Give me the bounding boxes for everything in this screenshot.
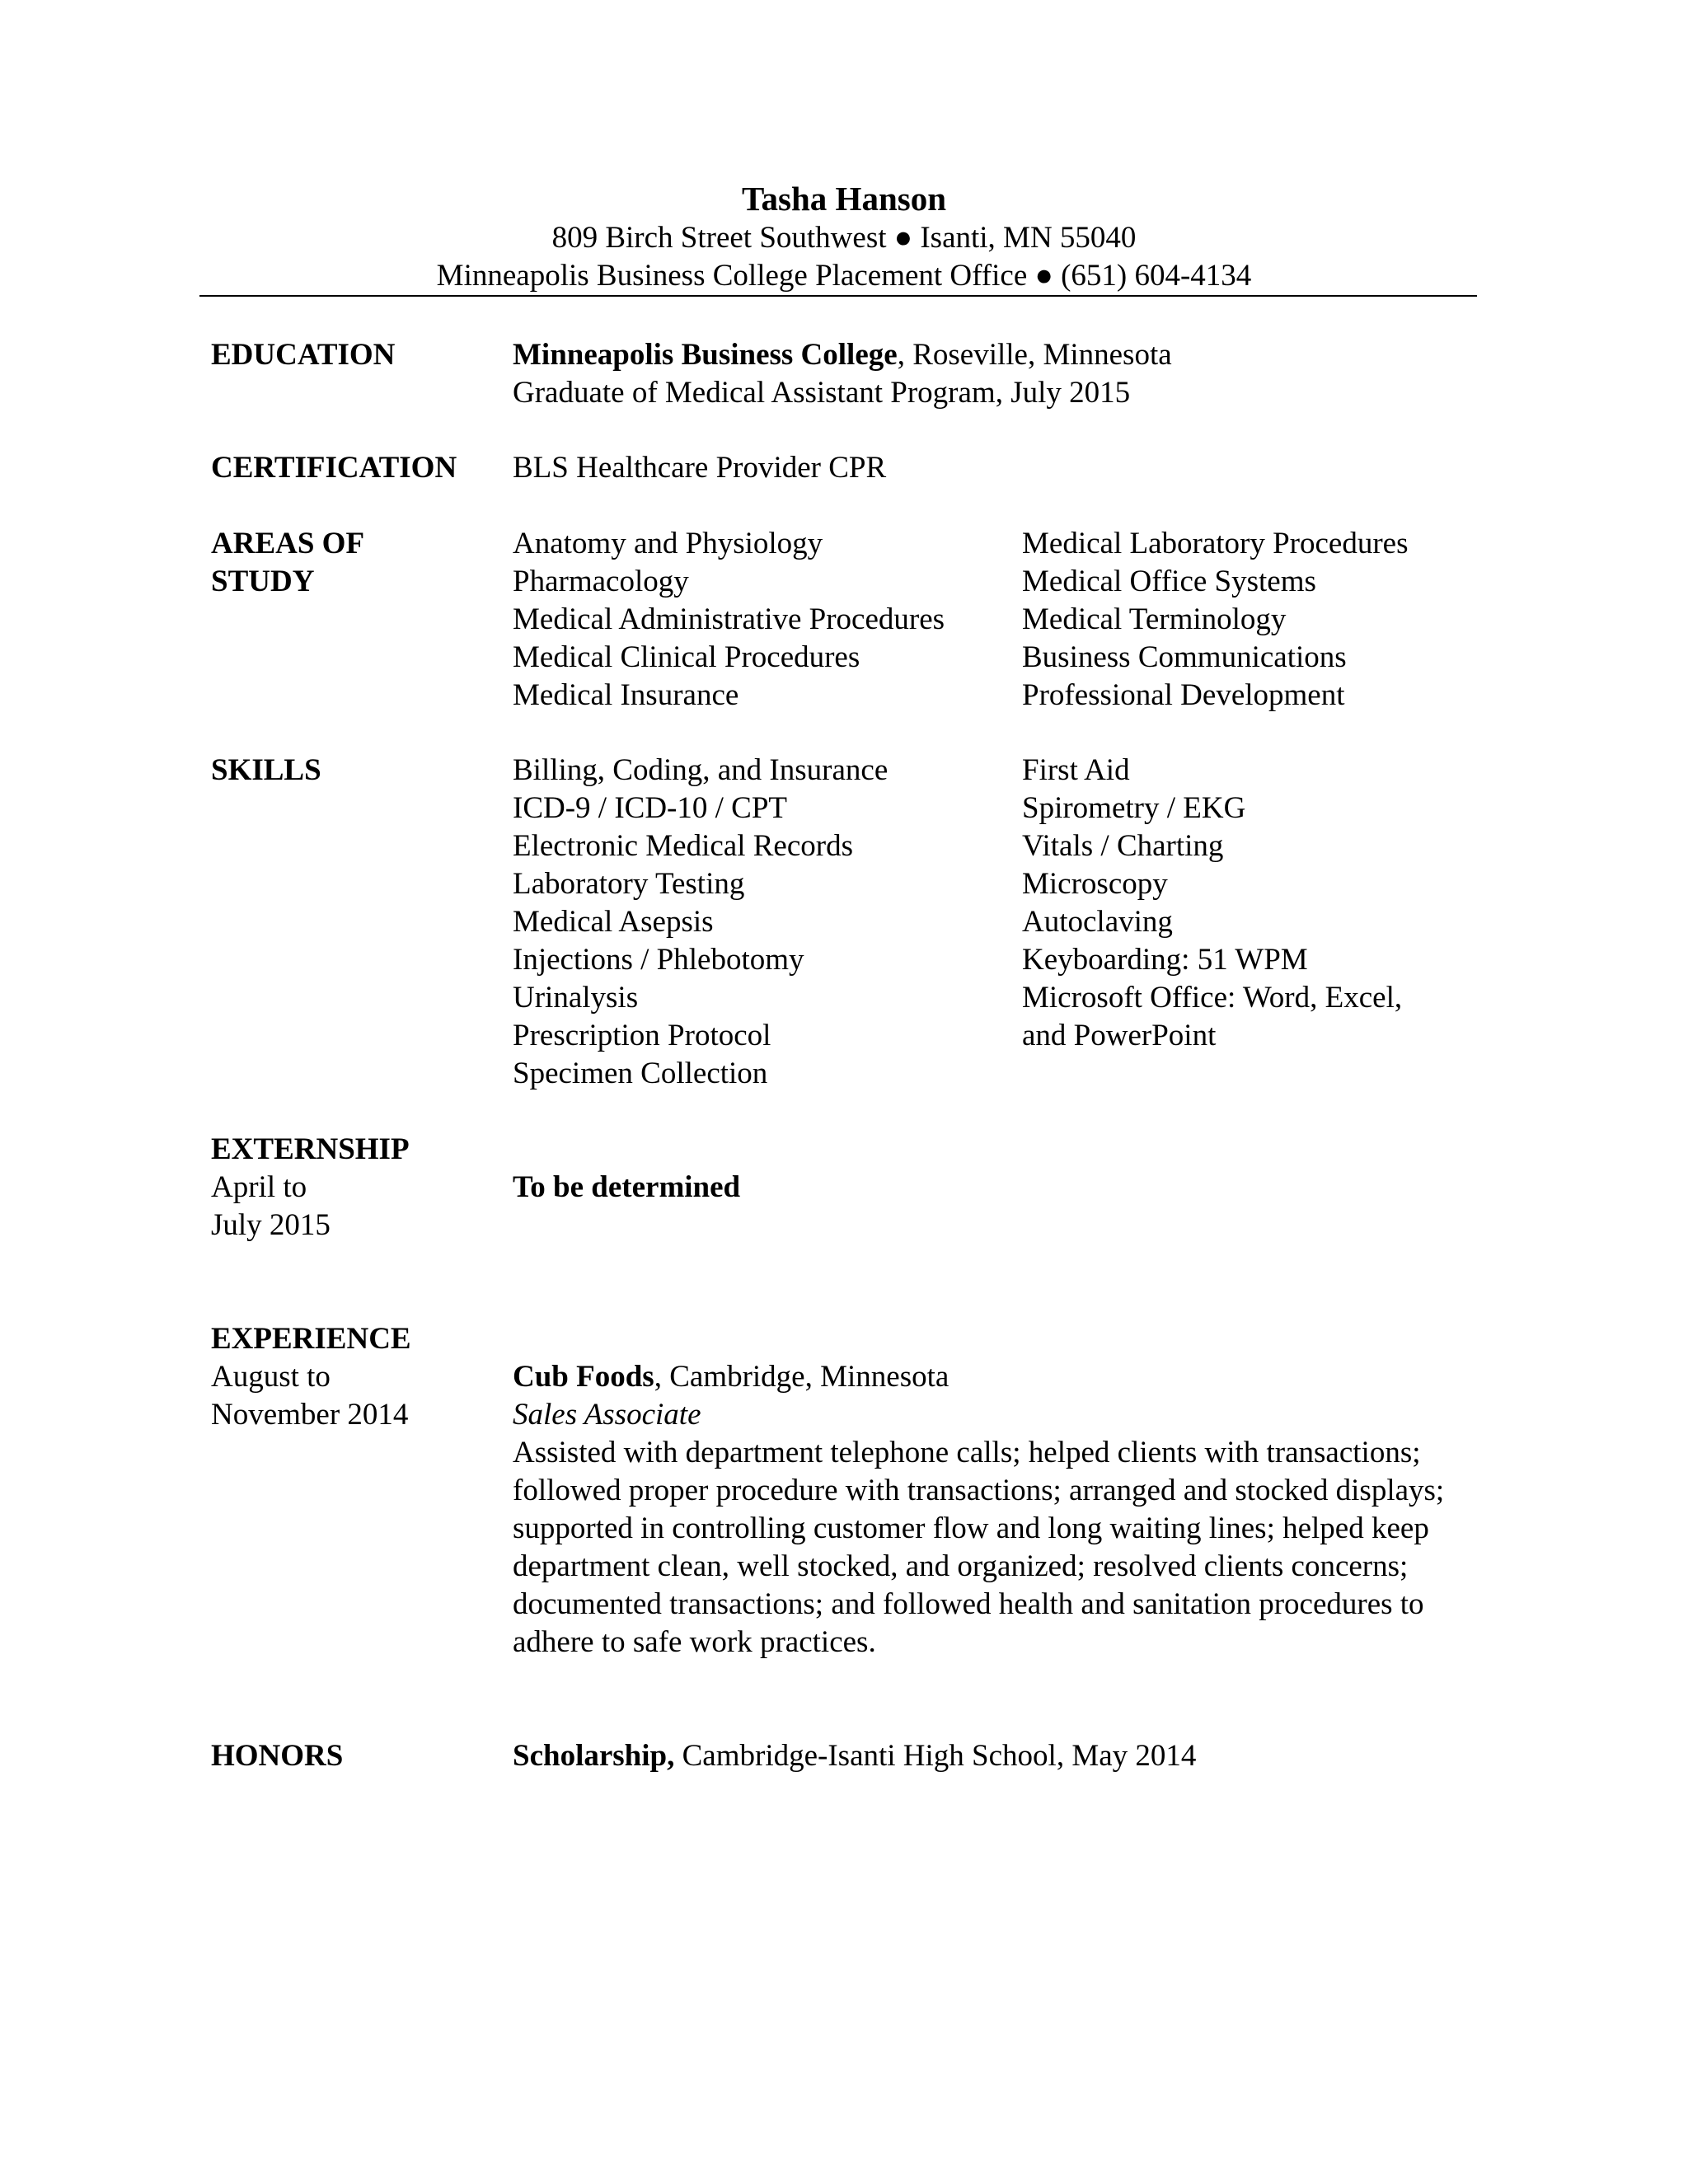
list-item: Prescription Protocol: [513, 1019, 771, 1052]
list-item: Specimen Collection: [513, 1057, 768, 1090]
employer-name: Cub Foods: [513, 1360, 654, 1394]
areas-of-study-right-column: [1022, 525, 1517, 715]
employer-location: , Cambridge, Minnesota: [654, 1360, 950, 1394]
list-item: Medical Laboratory Procedures: [1022, 527, 1409, 560]
contact-line: Minneapolis Business College Placement Office ● (651) 604-4134: [436, 259, 1252, 293]
honors-body: [513, 1737, 1493, 1775]
externship-value: To be determined: [513, 1170, 741, 1204]
list-item: Medical Insurance: [513, 678, 739, 712]
list-item: Urinalysis: [513, 981, 639, 1015]
list-item: Business Communications: [1022, 640, 1347, 674]
list-item: Laboratory Testing: [513, 867, 745, 901]
list-item: Medical Administrative Procedures: [513, 602, 945, 636]
areas-of-study-left-column: [513, 525, 1007, 715]
list-item: Medical Asepsis: [513, 905, 714, 939]
school-location: , Roseville, Minnesota: [897, 338, 1172, 372]
employer-line: [513, 1358, 1493, 1396]
list-item: Autoclaving: [1022, 905, 1173, 939]
list-item: Medical Clinical Procedures: [513, 640, 860, 674]
list-item: ICD-9 / ICD-10 / CPT: [513, 791, 787, 825]
list-item: and PowerPoint: [1022, 1019, 1217, 1052]
experience-dates: [211, 1358, 483, 1434]
list-item: First Aid: [1022, 753, 1130, 787]
list-item: Pharmacology: [513, 565, 689, 598]
date-line: August to: [211, 1360, 331, 1394]
date-line: November 2014: [211, 1398, 409, 1432]
areas-of-study-label: [211, 525, 508, 601]
list-item: Professional Development: [1022, 678, 1345, 712]
header-divider: [199, 295, 1477, 297]
job-title: Sales Associate: [513, 1398, 701, 1432]
list-item: Anatomy and Physiology: [513, 527, 823, 560]
list-item: Medical Office Systems: [1022, 565, 1316, 598]
skills-right-column: [1022, 752, 1517, 1055]
list-item: Electronic Medical Records: [513, 829, 853, 863]
education-school-line: [513, 336, 1493, 374]
externship-dates: [211, 1169, 483, 1244]
award-detail: Cambridge-Isanti High School, May 2014: [674, 1739, 1197, 1773]
list-item: Spirometry / EKG: [1022, 791, 1246, 825]
certification-value: BLS Healthcare Provider CPR: [513, 451, 887, 485]
areas-label-line2: STUDY: [211, 565, 315, 598]
school-name: Minneapolis Business College: [513, 338, 898, 372]
externship-label: EXTERNSHIP: [211, 1132, 410, 1166]
address-line: 809 Birch Street Southwest ● Isanti, MN 55040: [551, 221, 1137, 255]
list-item: Vitals / Charting: [1022, 829, 1224, 863]
resume-header: [0, 178, 1688, 295]
award-name: Scholarship,: [513, 1739, 675, 1773]
list-item: Medical Terminology: [1022, 602, 1287, 636]
list-item: Microsoft Office: Word, Excel,: [1022, 981, 1403, 1015]
list-item: Microscopy: [1022, 867, 1168, 901]
date-line: July 2015: [211, 1208, 331, 1242]
list-item: Injections / Phlebotomy: [513, 943, 804, 977]
experience-label: EXPERIENCE: [211, 1322, 411, 1356]
date-line: April to: [211, 1170, 307, 1204]
education-label: EDUCATION: [211, 338, 396, 372]
honors-label: HONORS: [211, 1739, 344, 1773]
list-item: Keyboarding: 51 WPM: [1022, 943, 1308, 977]
skills-left-column: [513, 752, 1007, 1093]
job-description: Assisted with department telephone calls; helped clients with transactions; followed proper procedure with transactions; arranged and stocked displays; supported in controlling customer flow and long waiting lines; helped keep department clean, well stocked, and organized; resolved clients concerns; documented transactions; and followed health and sanitation procedures to adhere to safe work practices.: [513, 1436, 1445, 1659]
education-body: [513, 336, 1493, 412]
applicant-name: Tasha Hanson: [741, 180, 947, 218]
areas-label-line1: AREAS OF: [211, 527, 365, 560]
certification-label: CERTIFICATION: [211, 451, 457, 485]
experience-body: [513, 1358, 1493, 1661]
list-item: Billing, Coding, and Insurance: [513, 753, 889, 787]
skills-label: SKILLS: [211, 753, 321, 787]
education-program: Graduate of Medical Assistant Program, July 2015: [513, 376, 1131, 410]
honors-line: [513, 1737, 1493, 1775]
